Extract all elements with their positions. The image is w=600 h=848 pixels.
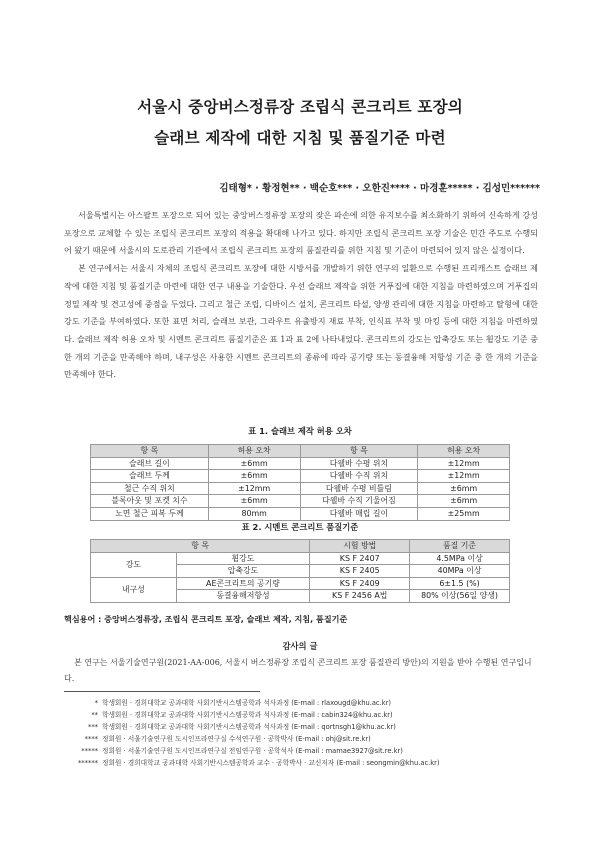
group-label: 내구성: [91, 577, 177, 602]
abstract-paragraph-1: 서울특별시는 아스팔트 포장으로 되어 있는 중앙버스정류장 포장의 잦은 파손에 의한 유지보수를 최소화하기 위하여 신속하게 강성포장으로 교체할 수 있는 조립식 콘크리트 포장의 적용을 확대해 나가고 있다. 하지만 조립식 콘크리트 포장 기술은 민간 주도로 수행되어 왔기 때문에 서울시의 도로관리 기관에서 조립식 콘크리트 포장의 품질관리를 위한 지침 및 기준이 마련되어 있지 않은 실정이다.: [64, 210, 538, 256]
header-item: 항 목: [91, 445, 209, 458]
table-cell: ±12mm: [208, 482, 300, 495]
table-cell: 노면 철근 피복 두께: [91, 507, 209, 520]
table-cell: ±6mm: [208, 470, 300, 483]
table-cell: ±6mm: [418, 482, 510, 495]
header-item: 항 목: [300, 445, 418, 458]
footnote: [64, 745, 544, 757]
table-cell: 휨강도: [176, 552, 310, 565]
table-cell: 다웰바 수평 비틀림: [300, 482, 418, 495]
table-cell: 다웰바 수직 위치: [300, 470, 418, 483]
footnote-mark: *****: [81, 747, 98, 755]
footnote: [64, 709, 544, 721]
table-cell: 슬래브 두께: [91, 470, 209, 483]
footnote-mark: ****: [84, 735, 98, 743]
table-row: [91, 577, 510, 590]
table-row: [91, 482, 510, 495]
table-cell: 4.5MPa 이상: [410, 552, 510, 565]
table-row: [91, 507, 510, 520]
table-header-row: [91, 445, 510, 458]
table-cell: KS F 2456 A법: [310, 590, 410, 603]
footnote: [64, 721, 544, 733]
acknowledgement-text: 본 연구는 서울기술연구원(2021-AA-006, 서울시 버스정류장 조립식 콘크리트 포장 품질관리 방안)의 지원을 받아 수행된 연구입니다.: [64, 658, 532, 683]
table-cell: ±6mm: [418, 495, 510, 508]
table-cell: KS F 2409: [310, 577, 410, 590]
footnote-mark: ***: [87, 723, 98, 731]
table-cell: ±12mm: [418, 457, 510, 470]
table-cell: 다웰바 수직 기울어짐: [300, 495, 418, 508]
table-header-row: [91, 540, 510, 553]
table-cell: AE콘크리트의 공기량: [176, 577, 310, 590]
table-row: [91, 552, 510, 565]
table-cell: 철근 수직 위치: [91, 482, 209, 495]
table-cell: KS F 2407: [310, 552, 410, 565]
table-row: [91, 495, 510, 508]
table-cell: 80% 이상(56일 양생): [410, 590, 510, 603]
header-tolerance: 허용 오차: [208, 445, 300, 458]
table-cell: 40MPa 이상: [410, 565, 510, 578]
footnote-text: 정회원 · 서울기술연구원 도시인프라연구실 수석연구원 · 공학박사 (E-mail : ohj@sit.re.kr): [102, 735, 371, 743]
footnote-text: 학생회원 · 경희대학교 공과대학 사회기반시스템공학과 석사과정 (E-mail : cabin324@khu.ac.kr): [102, 711, 393, 719]
footnote-text: 학생회원 · 경희대학교 공과대학 사회기반시스템공학과 석사과정 (E-mail : qortnsgh1@khu.ac.kr): [102, 723, 396, 731]
table-cell: ±6mm: [208, 495, 300, 508]
footnote-mark: **: [91, 711, 98, 719]
table-row: [91, 470, 510, 483]
header-tolerance: 허용 오차: [418, 445, 510, 458]
header-item: 항 목: [91, 540, 310, 553]
footnote-mark: *: [94, 699, 98, 707]
paper-title-line-2: 슬래브 제작에 대한 지침 및 품질기준 마련: [154, 129, 446, 147]
quality-standard-table: [90, 539, 510, 603]
footnote-text: 정회원 · 서울기술연구원 도시인프라연구실 전임연구원 · 공학석사 (E-mail : mamae3927@sit.re.kr): [102, 747, 403, 755]
table-cell: 동결융해저항성: [176, 590, 310, 603]
footnote-text: 학생회원 · 경희대학교 공과대학 사회기반시스템공학과 석사과정 (E-mail : rlaxougd@khu.ac.kr): [102, 699, 391, 707]
abstract-paragraph-2: 본 연구에서는 서울시 자체의 조립식 콘크리트 포장에 대한 시방서를 개발하기 위한 연구의 일환으로 수행된 프리캐스트 슬래브 제작에 대한 지침 및 품질기준 마련에 대한 연구 내용을 기술한다. 우선 슬래브 제작을 위한 거푸집에 대한 지침을 마련하였으며 거푸집의 정밀 제작 및 견고성에 중점을 두었다. 그리고 철근 조립, 디바이스 설치, 콘크리트 타설, 양생 관리에 대한 지침을 마련하고 탈형에 대한 강도 기준을 부여하였다. 또한 표면 처리, 슬래브 보관, 그라우트 유출방지 재료 부착, 인식표 부착 및 마킹 등에 대한 지침을 마련하였다. 슬래브 제작 허용 오차 및 시멘트 콘크리트 품질기준은 표 1과 표 2에 나타내었다. 콘크리트의 강도는 압축강도 또는 휨강도 기준 중 한 개의 기준을 만족해야 하며, 내구성은 사용한 시멘트 콘크리트의 종류에 따라 공기량 또는 동결융해 저항성 기준 중 한 개의 기준을 만족해야 한다.: [64, 263, 538, 380]
abstract-body: [64, 207, 538, 384]
footnote: [64, 757, 544, 769]
keywords: 핵심용어 : 중앙버스정류장, 조립식 콘크리트 포장, 슬래브 제작, 지침, 품질기준: [64, 614, 348, 624]
table-cell: ±25mm: [418, 507, 510, 520]
group-label: 강도: [91, 552, 177, 577]
footnote-divider: [64, 691, 260, 692]
table-1-caption: 표 1. 슬래브 제작 허용 오차: [248, 426, 352, 436]
footnote-mark: ******: [77, 759, 98, 767]
table-cell: 80mm: [208, 507, 300, 520]
tolerance-table: [90, 444, 510, 521]
table-cell: 다웰바 매립 길이: [300, 507, 418, 520]
table-row: [91, 457, 510, 470]
header-quality-standard: 품질 기준: [410, 540, 510, 553]
footnote: [64, 733, 544, 745]
acknowledgement-heading: 감사의 글: [282, 641, 318, 651]
author-list: 김태형* · 황정현** · 백순호*** · 오한진**** · 마경훈***** · 김성민******: [219, 183, 540, 194]
table-cell: 블록아웃 및 포켓 치수: [91, 495, 209, 508]
footnote-text: 정회원 · 경희대학교 공과대학 사회기반시스템공학과 교수 · 공학박사 · 교신저자 (E-mail : seongmin@khu.ac.kr): [102, 759, 440, 767]
table-cell: 다웰바 수평 위치: [300, 457, 418, 470]
table-2-caption: 표 2. 시멘트 콘크리트 품질기준: [241, 522, 359, 532]
table-cell: ±6mm: [208, 457, 300, 470]
table-cell: KS F 2405: [310, 565, 410, 578]
table-cell: ±12mm: [418, 470, 510, 483]
paper-title-line-1: 서울시 중앙버스정류장 조립식 콘크리트 포장의: [137, 98, 463, 116]
header-test-method: 시험 방법: [310, 540, 410, 553]
footnote: [64, 697, 544, 709]
table-cell: 6±1.5 (%): [410, 577, 510, 590]
table-cell: 슬래브 길이: [91, 457, 209, 470]
table-cell: 압축강도: [176, 565, 310, 578]
